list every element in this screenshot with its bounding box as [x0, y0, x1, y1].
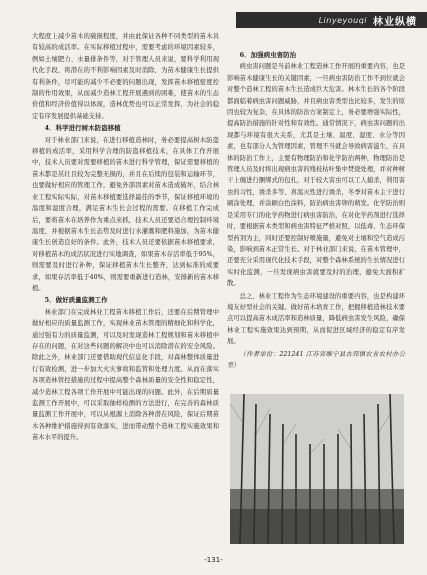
- left-column: [32, 31, 219, 445]
- paragraph: 林业部门在完成林业工程苗木移植工作后，还要在后期管理中做好相应的质量监测工作，实现林业苗木管理的精细化和科学化，通过强有力的质量监测，可以及时发现造林工程规划和苗木移植中存在的问题，在对这些问题的解决中也可以消除潜在的安全风险。除此之外，林业部门还要借助现代信息化手段，对森林整体质量进行有效检测，进一步加大火灾事故和监管和处理力度。从而在落实各项造林管控措施的过程中提高整个森林质量的安全性和稳定性，减少造林工程各项工作开展中可能出现的问题。此外，在后期质量监测工作开展中，可以采取抽样检测的方法进行，在完善的森林质量监测工作开展中，可以从根源上消除各种潜在风险，保证后期苗木各种维护措施得到有效落实，进而带动整个造林工程实施效果和苗木水平的提升。: [32, 308, 219, 442]
- paragraph: 对于林业部门来说，在进行移植造林时，务必要提高树木防盗移植的成活率，采用科学合理的防盗移植技术，在具体工作开展中，技术人员要对需要移植的苗木进行科学管理，保证需要移植的苗木都是茁壮且较为完整无损的，并且在后续的包装和运输环节，也要做好相应的管理工作，避免外部因素对苗木造成破坏，结合林业工程实际实际，对苗木移植要选择最佳的季节，保证移植环境的温度和湿度合理，满足苗木生长会过程的需要。在移植工作完成后，要将苗木在培养作为重点来抓，技术人员还要适合理控制环境温度，并根据苗木生长态势及时进行水灌溉和肥料施加，为苗木健康生长创造良好的条件。此外，技术人员还要依据苗木移植要求，对移植苗木的成活状况进行实地调查，如果苗木存活率低于95%，则需要及时进行补种，保证移植苗木生长整齐，达到标准的成要求，如果存活率低于40%，则需要重新进行造林，安排新的苗木移植。: [32, 136, 219, 292]
- header-column-title: 林业纵横: [373, 16, 417, 28]
- tree-rows-image: [230, 394, 404, 544]
- paragraph: 总之，林业工程作为生态环境建设的重要内容，也是构建环境友好型社会的关键。做好苗木培育工作，把握移植造林技术要点可以提高苗木成活率和造林质量，降低病虫害发生风险，确保林业工程实施效果达到预期，从而促进区域经济的稳定有序发展。: [227, 292, 405, 346]
- paragraph: 大程度上减少苗木的破损程度，并由此保证各种不同类型的苗木具有较高的成活率。在实际移植过程中，需要考虑的环境因素较多，例如土壤肥力、水量排条件等，对于管理人员来说，要科学利用现代化手段，将潜在的不利影响因素及时消除，为苗木健康生长提供有利条件，尽可能的减少不必要的问题出现，发挥苗木移植密度控制的作用效果，从而减少造林工程开展遇到的困难，使苗木的生态价值和经济价值得以体现，造林优势也可以正常发挥，为社会的稳定有序发展提供基础支持。: [32, 33, 219, 120]
- section-heading: 5．做好质量监测工作: [44, 296, 108, 305]
- page-number: -131-: [204, 556, 223, 564]
- header-pinyin: Linyeyouqi: [318, 15, 367, 25]
- section-heading: 4．科学进行树木防盗移植: [44, 124, 121, 133]
- running-header: [236, 12, 427, 28]
- section-heading: 6．加强病虫害防治: [239, 51, 297, 59]
- right-column: [227, 50, 405, 372]
- author-affiliation: （作者单位：221241 江苏省睢宁县古邳镇农业农村办公室）: [227, 350, 405, 369]
- paragraph: 病虫害问题是当前林业工程造林工作开展的重要内容，也是影响苗木健康生长的关键因素，一旦病虫害防治工作不到位就会对整个造林工程的苗木生长造成巨大危害。林木生长的各个阶段都面临着病虫害问题威胁，并且病虫害类型也比较多，发生的原因也较为复杂，在具体的防治方案制定上，务必要增强实际性，提高防治措施的针对性和有效性。通常情况下，病虫害问题的出现都与环境有很大关系，尤其是土壤、温度、湿度、水分等因素，也有部分人为管理因素，管理不当就会导致病害滋生，在具体的防治工作上，主要有物理防治和化学防治两种，物理防治是管理人员及时将出现病虫害的残枝枯叶集中焚烧处理，并对种树干上缠进行捆绑式的包扎，对于较大害虫可以工人捕杀，利用害虫的习性，诱杀多等、喜温灭性进行诱杀，冬季对苗木主干进行刷涂处理，并涂刷白色涂料，防治病虫害卵的萌发。化学防治则是采用专门的化学药物进行病虫害防治，在对化学药剂进行选择时，要根据苗木类型和病虫害特征严格对照，以低毒、生态环保型药剂为主，同时还要控制好喷施量，避免对土壤和空气造成污染，影响到苗木正常生长。对于林业部门来说，在苗木管理中，还要充分采用现代化技术手段，对整个森林系统的生长情况进行实时化监测，一旦发现病虫害就要及时的治理，避免大面积扩散。: [227, 63, 405, 288]
- forest-photo: [230, 394, 404, 544]
